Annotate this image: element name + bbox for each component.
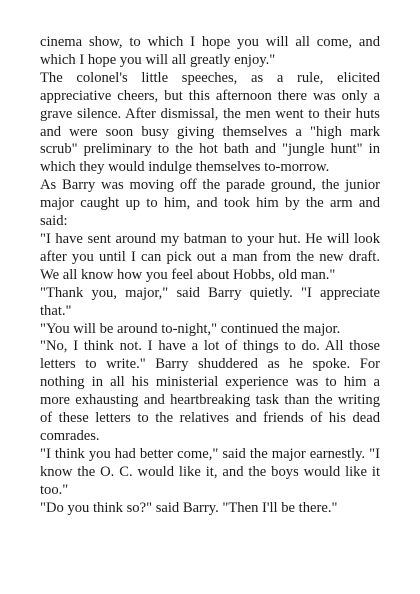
paragraph: "Do you think so?" said Barry. "Then I'll be there." [40,499,338,516]
paragraph: The colonel's little speeches, as a rule, elicited appreciative cheers, but this afternoon there was only a grave silence. After dismissal, the men went to their huts and were soon busy giving themselves a "high mark scrub" preliminary to the hot bath and "jungle hunt" in which they would indulge themselves to-morrow. [40,69,380,176]
paragraph: "You will be around to-night," continued the major. [40,320,341,337]
page-body [40,34,380,517]
paragraph: "I have sent around my batman to your hut. He will look after you until I can pick out a man from the new draft. We all know how you feel about Hobbs, old man." [40,230,380,283]
paragraph: "No, I think not. I have a lot of things to do. All those letters to write." Barry shuddered as he spoke. For nothing in all his ministerial experience was to him a more exhausting and heartbreaking task than the writing of these letters to the relatives and friends of his dead comrades. [40,338,380,444]
paragraph: "Thank you, major," said Barry quietly. "I appreciate that." [40,284,380,319]
paragraph: As Barry was moving off the parade ground, the junior major caught up to him, and took him by the arm and said: [40,177,380,230]
paragraph: cinema show, to which I hope you will all come, and which I hope you will all greatly enjoy." [40,34,380,68]
paragraph: "I think you had better come," said the major earnestly. "I know the O. C. would like it, and the boys would like it too." [40,445,380,498]
